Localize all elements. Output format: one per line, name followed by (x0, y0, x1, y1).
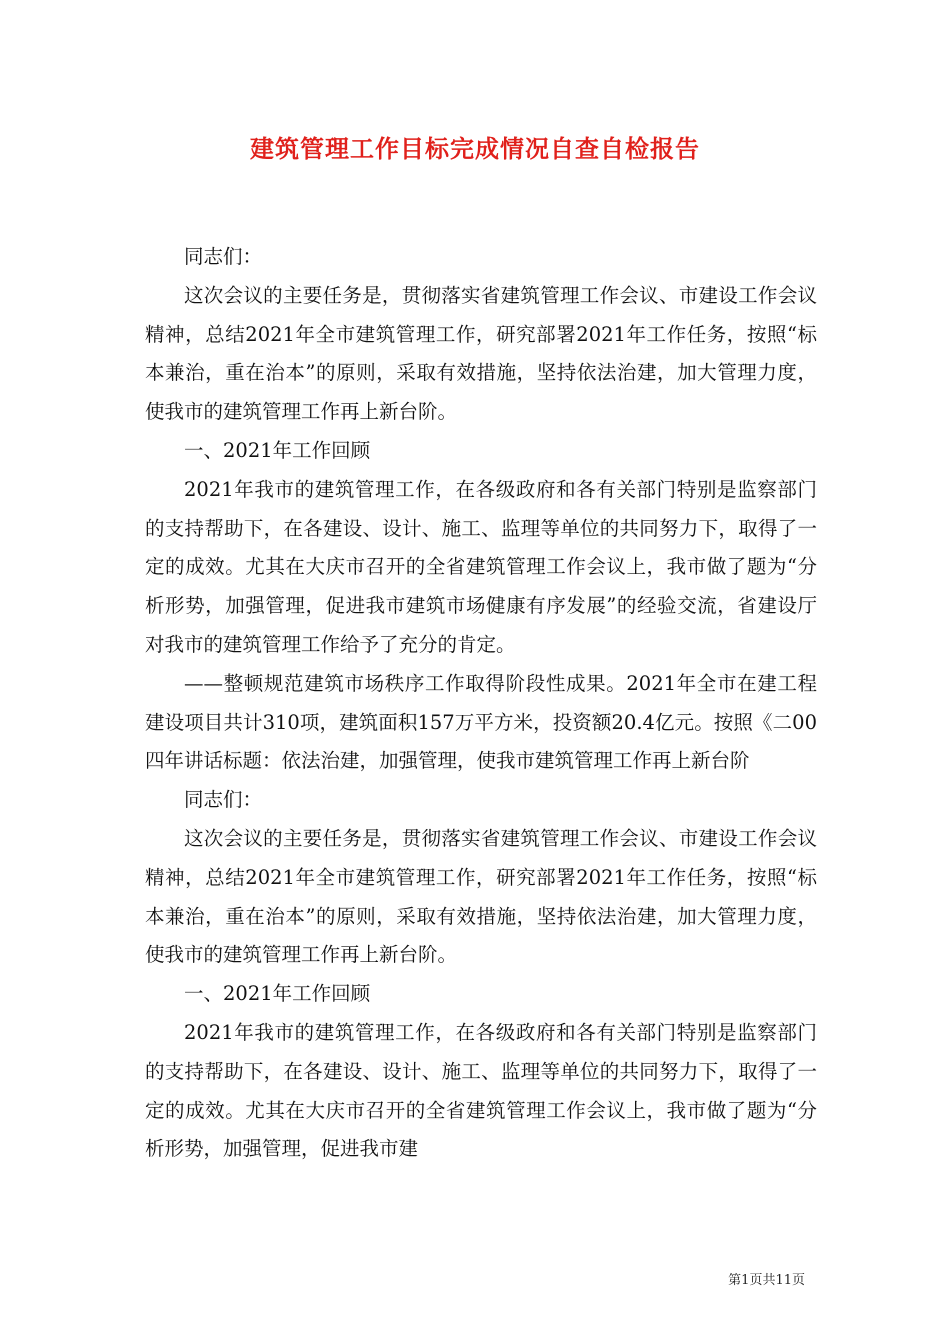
page-number: 第1页共11页 (728, 1273, 805, 1288)
paragraph-review: 2021年我市的建筑管理工作，在各级政府和各有关部门特别是监察部门的支持帮助下，在各建设、设计、施工、监理等单位的共同努力下，取得了一定的成效。尤其在大庆市召开的全省建筑管理工作会议上，我市做了题为“分析形势，加强管理，促进我市建筑市场健康有序发展”的经验交流，省建设厅对我市的建筑管理工作给予了充分的肯定。 (145, 477, 817, 656)
paragraph-meeting-task: 这次会议的主要任务是，贯彻落实省建筑管理工作会议、市建设工作会议精神，总结2021年全市建筑管理工作，研究部署2021年工作任务，按照“标本兼治，重在治本”的原则，采取有效措施，坚持依法治建，加大管理力度，使我市的建筑管理工作再上新台阶。 (145, 283, 817, 424)
document-body (145, 238, 817, 1169)
paragraph-greeting: 同志们： (184, 245, 263, 268)
paragraph-meeting-task-repeat: 这次会议的主要任务是，贯彻落实省建筑管理工作会议、市建设工作会议精神，总结2021年全市建筑管理工作，研究部署2021年工作任务，按照“标本兼治，重在治本”的原则，采取有效措施，坚持依法治建，加大管理力度，使我市的建筑管理工作再上新台阶。 (145, 826, 817, 967)
paragraph-section-heading: 一、2021年工作回顾 (184, 438, 371, 462)
paragraph-section-heading-repeat: 一、2021年工作回顾 (184, 982, 371, 1006)
document-title: 建筑管理工作目标完成情况自查自检报告 (250, 134, 700, 163)
paragraph-review-repeat: 2021年我市的建筑管理工作，在各级政府和各有关部门特别是监察部门的支持帮助下，在各建设、设计、施工、监理等单位的共同努力下，取得了一定的成效。尤其在大庆市召开的全省建筑管理工作会议上，我市做了题为“分析形势，加强管理，促进我市建 (145, 1020, 817, 1161)
paragraph-market-order: ——整顿规范建筑市场秩序工作取得阶段性成果。2021年全市在建工程建设项目共计310项，建筑面积157万平方米，投资额20.4亿元。按照《二00四年讲话标题：依法治建，加强管理，使我市建筑管理工作再上新台阶 (145, 671, 817, 773)
paragraph-greeting-repeat: 同志们： (184, 788, 263, 812)
